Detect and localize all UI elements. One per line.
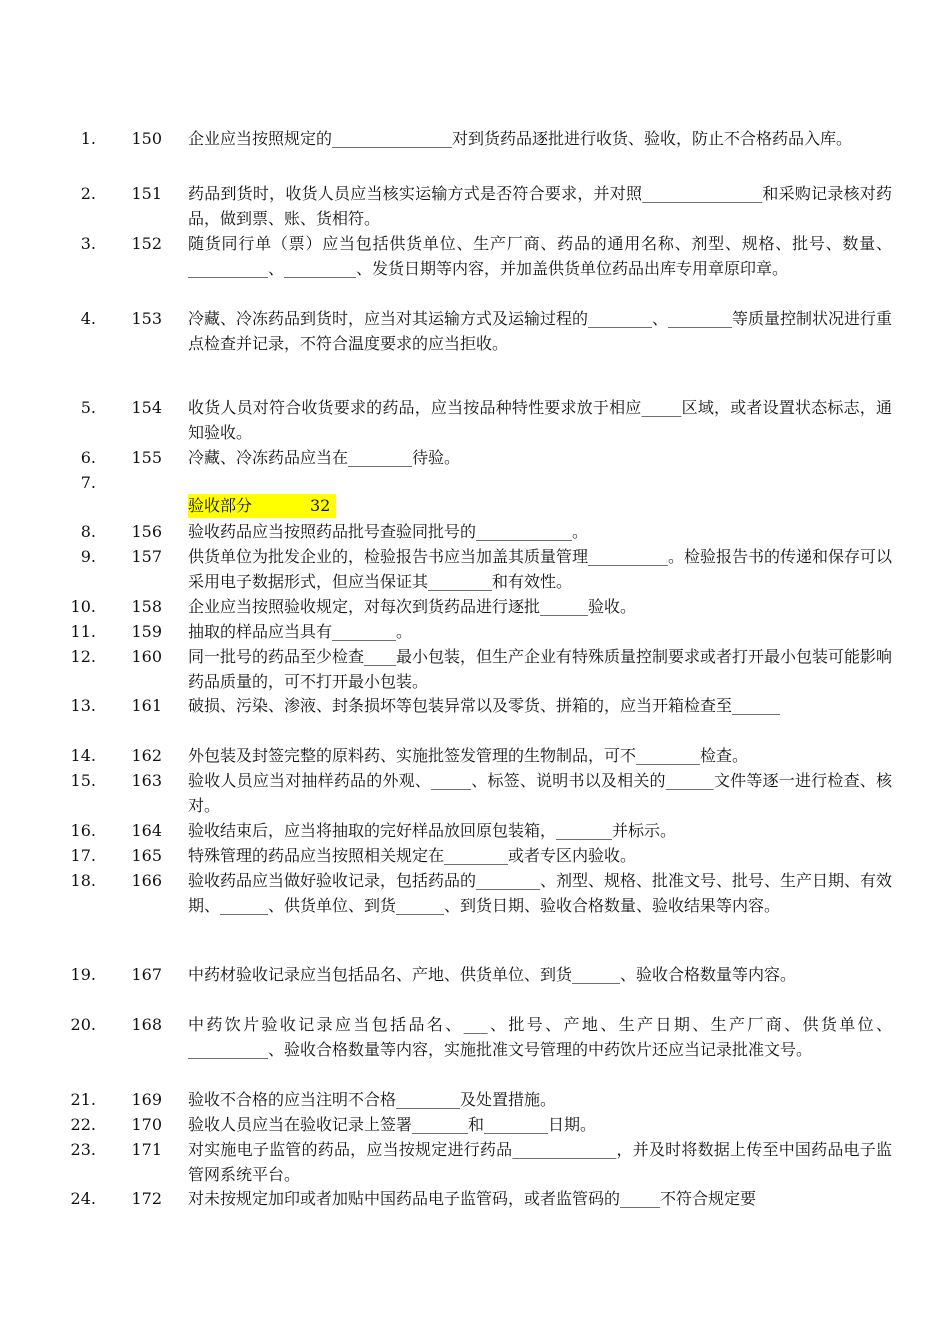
item-number: 16. <box>70 821 96 840</box>
item-text: 对实施电子监管的药品，应当按规定进行药品_____________，并及时将数据上传至中国药品电子监管网系统平台。 <box>188 1140 892 1184</box>
item-number: 2. <box>80 184 96 203</box>
item-code: 158 <box>131 597 162 616</box>
item-text: 验收药品应当按照药品批号查验同批号的____________。 <box>188 522 589 541</box>
item-code: 168 <box>131 1015 162 1034</box>
item-text: 中药材验收记录应当包括品名、产地、供货单位、到货______、验收合格数量等内容。 <box>188 965 797 984</box>
item-text: 冷藏、冷冻药品应当在________待验。 <box>188 448 461 467</box>
item-text: 验收药品应当做好验收记录，包括药品的________、剂型、规格、批准文号、批号、生产日期、有效期、______、供货单位、到货______、到货日期、验收合格数量、验收结果等内容。 <box>188 871 893 915</box>
item-number: 13. <box>70 696 96 715</box>
item-code: 166 <box>131 871 162 890</box>
item-number: 6. <box>80 448 96 467</box>
item-number: 5. <box>80 398 96 417</box>
item-text: 企业应当按照规定的_______________对到货药品逐批进行收货、验收，防止不合格药品入库。 <box>188 129 853 148</box>
item-number: 23. <box>70 1140 96 1159</box>
item-text: 验收不合格的应当注明不合格________及处置措施。 <box>188 1090 557 1109</box>
item-number: 8. <box>80 522 96 541</box>
item-code: 159 <box>131 622 162 641</box>
item-number: 1. <box>80 129 96 148</box>
item-number: 12. <box>70 647 96 666</box>
item-number: 3. <box>80 234 96 253</box>
item-code: 156 <box>131 522 162 541</box>
item-text: 对未按规定加印或者加贴中国药品电子监管码，或者监管码的_____不符合规定要 <box>188 1189 757 1208</box>
item-code: 152 <box>131 234 162 253</box>
item-code: 160 <box>131 647 162 666</box>
item-number: 19. <box>70 965 96 984</box>
item-text: 特殊管理的药品应当按照相关规定在________或者专区内验收。 <box>188 846 637 865</box>
item-text: 验收人员应当对抽样药品的外观、_____、标签、说明书以及相关的______文件等逐一进行检查、核对。 <box>188 771 892 815</box>
item-code: 153 <box>131 309 162 328</box>
item-code: 169 <box>131 1090 162 1109</box>
item-number: 22. <box>70 1115 96 1134</box>
item-text: 中药饮片验收记录应当包括品名、___、批号、产地、生产日期、生产厂商、供货单位、__________、验收合格数量等内容，实施批准文号管理的中药饮片还应当记录批准文号。 <box>188 1015 892 1059</box>
section-title: 验收部分 <box>188 496 253 515</box>
item-number: 14. <box>70 746 96 765</box>
item-text: 验收结束后，应当将抽取的完好样品放回原包装箱，_______并标示。 <box>188 821 677 840</box>
item-text: 企业应当按照验收规定，对每次到货药品进行逐批______验收。 <box>188 597 637 616</box>
item-code: 170 <box>131 1115 162 1134</box>
item-code: 157 <box>131 547 162 566</box>
item-number: 11. <box>70 622 96 641</box>
item-text: 药品到货时，收货人员应当核实运输方式是否符合要求，并对照_______________和采购记录核对药品，做到票、账、货相符。 <box>188 184 892 228</box>
item-text: 供货单位为批发企业的，检验报告书应当加盖其质量管理__________。检验报告书的传递和保存可以采用电子数据形式，但应当保证其________和有效性。 <box>188 547 893 591</box>
section-count: 32 <box>310 496 331 515</box>
item-code: 161 <box>131 696 162 715</box>
item-text: 同一批号的药品至少检查____最小包装，但生产企业有特殊质量控制要求或者打开最小包装可能影响药品质量的，可不打开最小包装。 <box>188 647 893 691</box>
item-text: 随货同行单（票）应当包括供货单位、生产厂商、药品的通用名称、剂型、规格、批号、数量、__________、_________、发货日期等内容，并加盖供货单位药品出库专用章原印章。 <box>188 234 892 278</box>
item-number: 15. <box>70 771 96 790</box>
item-text: 抽取的样品应当具有________。 <box>188 622 413 641</box>
item-number: 17. <box>70 846 96 865</box>
item-number: 7. <box>80 473 96 492</box>
item-text: 冷藏、冷冻药品到货时，应当对其运输方式及运输过程的________、________等质量控制状况进行重点检查并记录，不符合温度要求的应当拒收。 <box>188 309 893 353</box>
item-code: 154 <box>131 398 162 417</box>
item-code: 155 <box>131 448 162 467</box>
item-number: 21. <box>70 1090 96 1109</box>
item-code: 163 <box>131 771 162 790</box>
item-code: 151 <box>131 184 162 203</box>
section-heading <box>188 494 336 518</box>
item-code: 167 <box>131 965 162 984</box>
item-text: 破损、污染、渗液、封条损坏等包装异常以及零货、拼箱的，应当开箱检查至______ <box>188 696 781 715</box>
item-code: 162 <box>131 746 162 765</box>
item-code: 165 <box>131 846 162 865</box>
item-code: 150 <box>131 129 162 148</box>
item-number: 24. <box>70 1189 96 1208</box>
item-number: 10. <box>70 597 96 616</box>
item-code: 172 <box>131 1189 162 1208</box>
item-text: 验收人员应当在验收记录上签署_______和________日期。 <box>188 1115 597 1134</box>
item-number: 18. <box>70 871 96 890</box>
item-number: 9. <box>80 547 96 566</box>
item-number: 4. <box>80 309 96 328</box>
item-code: 164 <box>131 821 162 840</box>
item-number: 20. <box>70 1015 96 1034</box>
item-text: 外包装及封签完整的原料药、实施批签发管理的生物制品，可不________检查。 <box>188 746 749 765</box>
item-code: 171 <box>131 1140 162 1159</box>
item-text: 收货人员对符合收货要求的药品，应当按品种特性要求放于相应_____区域，或者设置状态标志，通知验收。 <box>188 398 892 442</box>
